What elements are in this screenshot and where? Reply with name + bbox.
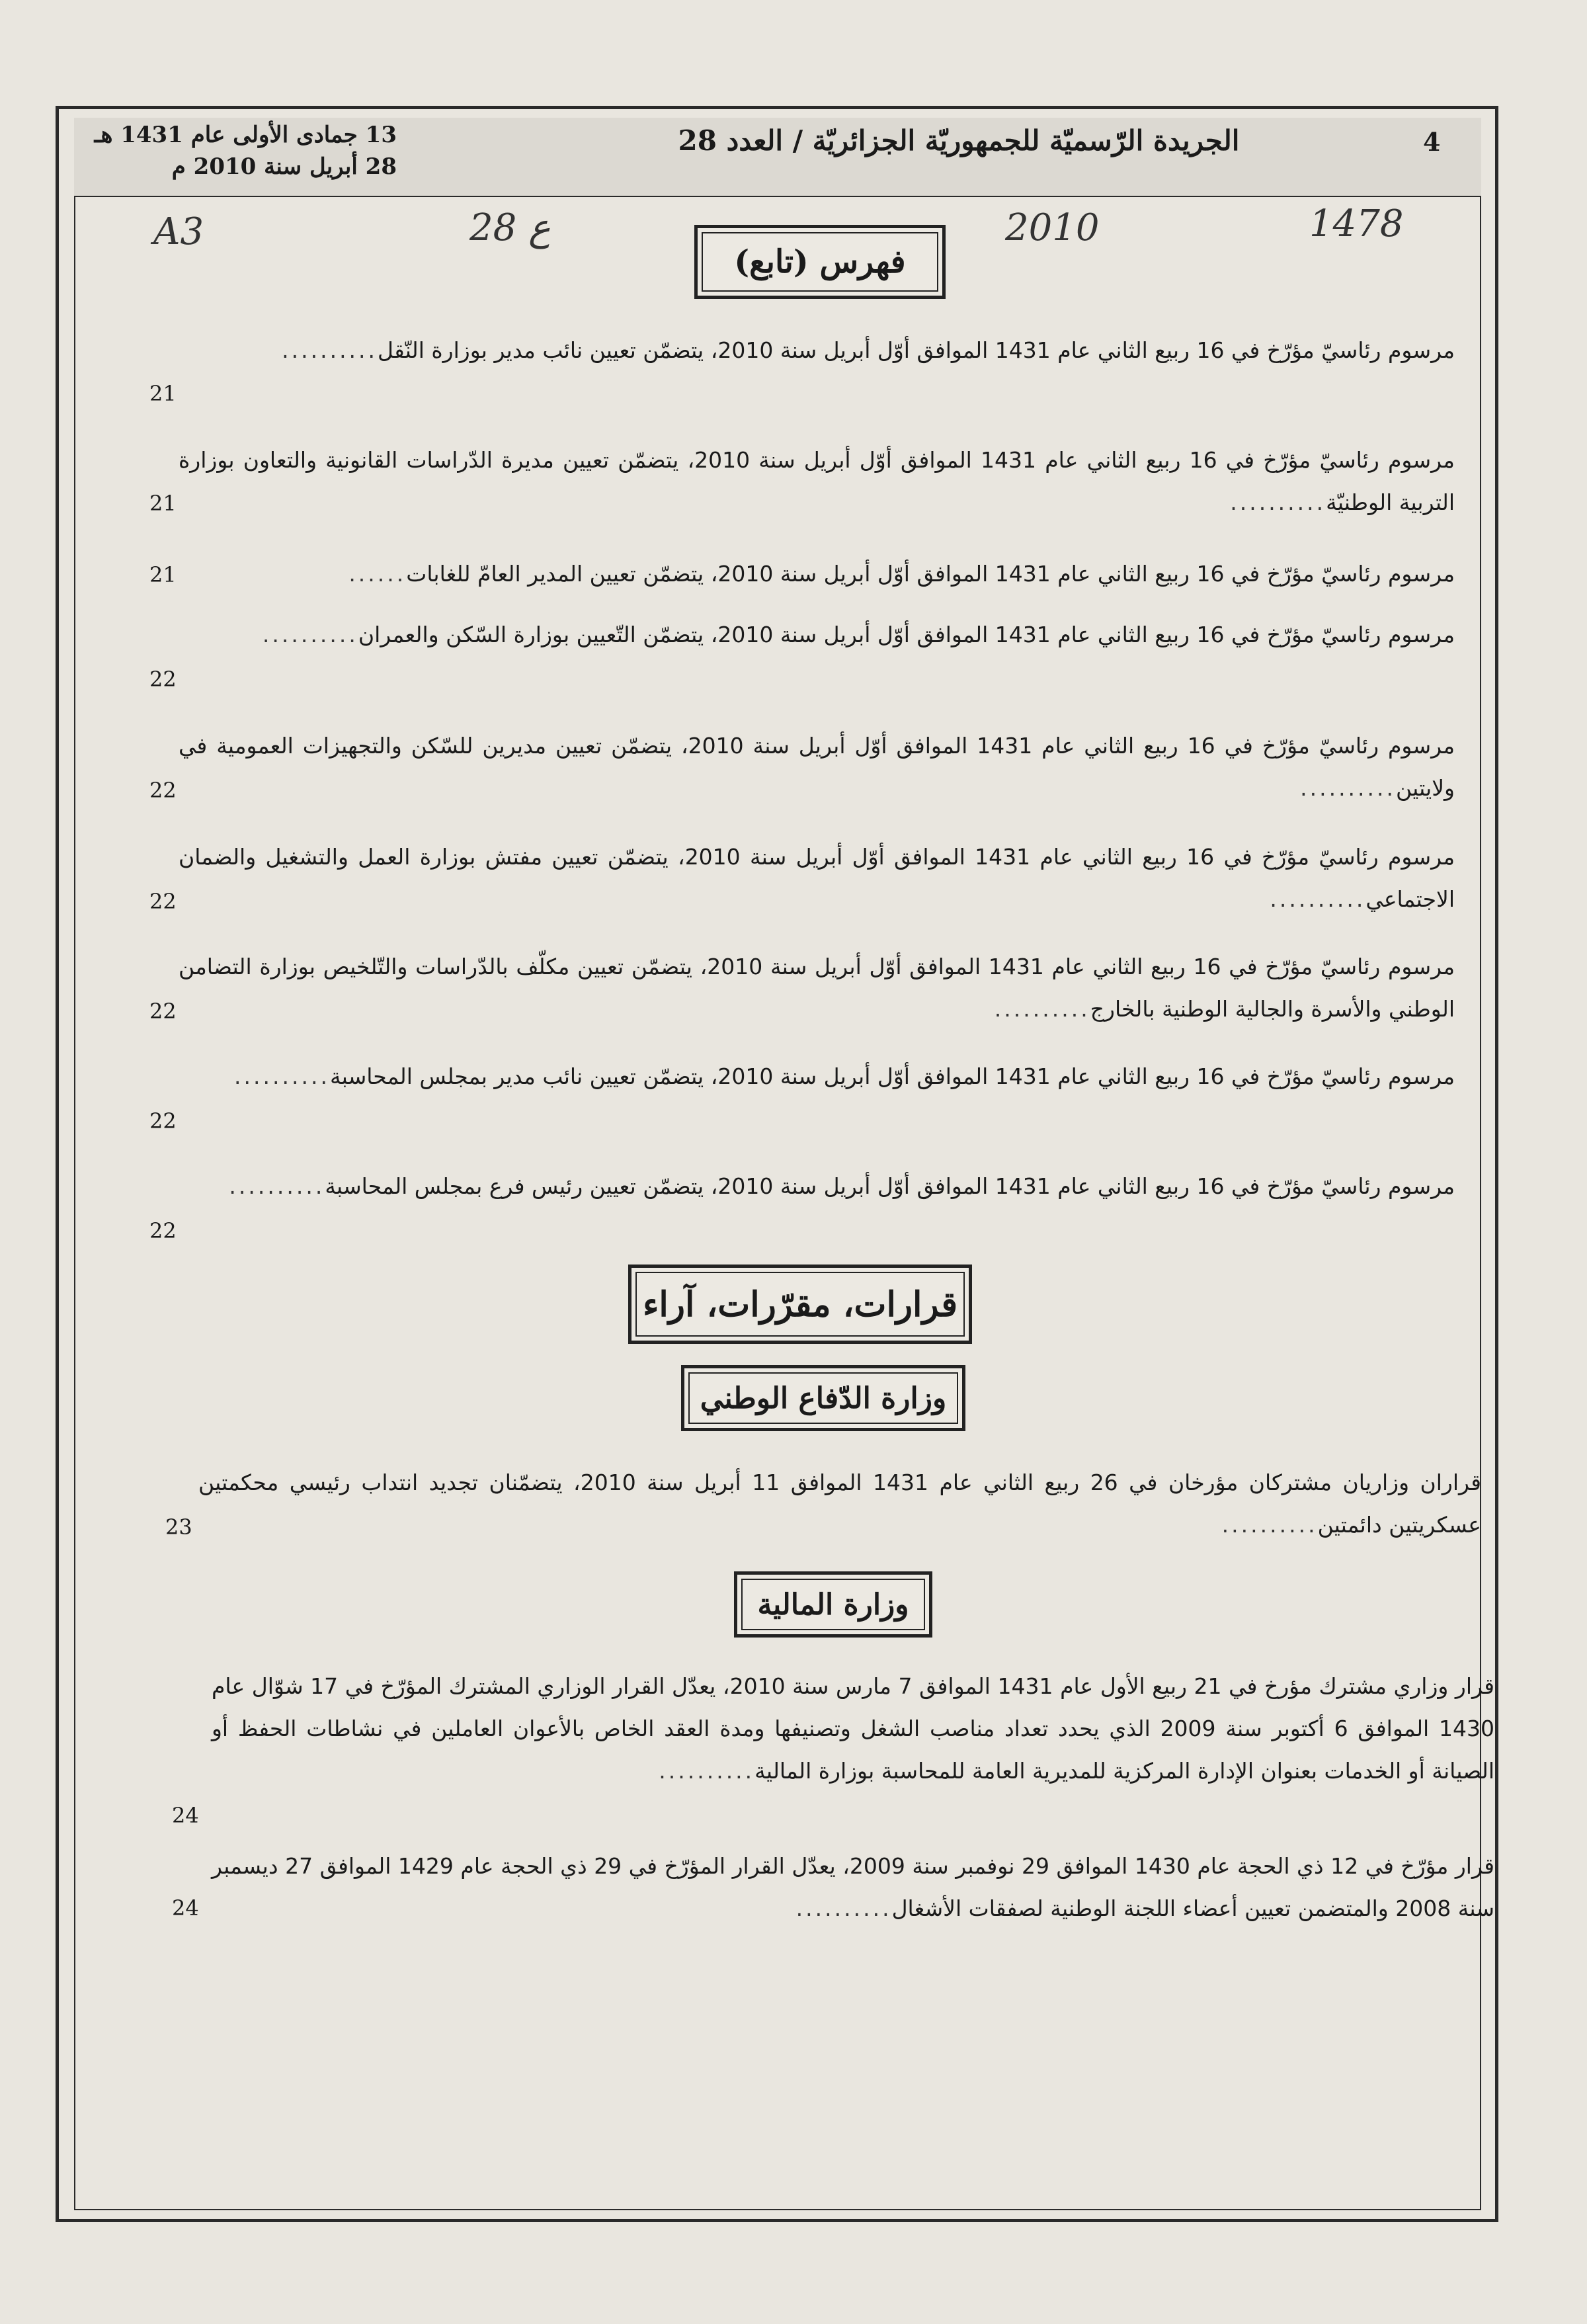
entry-page: 22 (149, 889, 177, 914)
gregorian-date: 28 أبريل سنة 2010 م (171, 153, 397, 180)
defense-entry (198, 1462, 1481, 1546)
handwritten-note-c: 2010 (1005, 206, 1100, 249)
handwritten-note-b: 28 ع (469, 206, 551, 249)
index-entry (179, 1165, 1455, 1208)
entry-page: 24 (172, 1803, 199, 1828)
index-entry (179, 725, 1455, 809)
entry-page: 22 (149, 778, 177, 803)
issue-date (86, 119, 397, 183)
leader-dots: .......... (234, 1063, 330, 1089)
leader-dots: .......... (795, 1895, 892, 1921)
entry-text: مرسوم رئاسيّ مؤرّخ في 16 ربيع الثاني عام 1431 الموافق أوّل أبريل سنة 2010، يتضمّن تعيين رئيس فرع بمجلس المحاسبة (325, 1173, 1455, 1199)
entry-text: مرسوم رئاسيّ مؤرّخ في 16 ربيع الثاني عام 1431 الموافق أوّل أبريل سنة 2010، يتضمّن تعيين مديرة الدّراسات القانونية والتعاون بوزارة التربية الوطنيّة (179, 447, 1455, 515)
entry-page: 21 (149, 381, 177, 406)
entry-text: قرار وزاري مشترك مؤرخ في 21 ربيع الأول عام 1431 الموافق 7 مارس سنة 2010، يعدّل القرار الوزاري المشترك المؤرّخ في 17 شوّال عام 1430 الموافق 6 أكتوبر سنة 2009 الذي يحدد تعداد مناصب الشغل وتصنيفها ومدة العقد الخاص بالأعوان العاملين في نشاطات الحفظ أو الصيانة أو الخدمات بعنوان الإدارة المركزية للمديرية العامة للمحاسبة بوزارة المالية (212, 1673, 1494, 1784)
finance-entry (212, 1665, 1494, 1792)
handwritten-note-d: 1478 (1309, 202, 1404, 245)
index-entry (179, 1056, 1455, 1098)
hijri-date: 13 جمادى الأولى عام 1431 هـ (94, 122, 397, 148)
decisions-section-title: قرارات، مقرّرات، آراء (628, 1265, 972, 1344)
index-entry (179, 553, 1455, 595)
journal-title: الجريدة الرّسميّة للجمهوريّة الجزائريّة / العدد 28 (678, 124, 1240, 157)
handwritten-note-a: A3 (153, 210, 204, 253)
entry-text: مرسوم رئاسيّ مؤرّخ في 16 ربيع الثاني عام 1431 الموافق أوّل أبريل سنة 2010، يتضمّن تعيين مكلّف بالدّراسات والتّلخيص بوزارة التضامن الوطني والأسرة والجالية الوطنية بالخارج (179, 954, 1455, 1022)
entry-page: 23 (165, 1515, 192, 1540)
leader-dots: .......... (1270, 886, 1366, 912)
leader-dots: .......... (994, 996, 1090, 1022)
leader-dots: .......... (1300, 775, 1397, 801)
entry-text: مرسوم رئاسيّ مؤرّخ في 16 ربيع الثاني عام 1431 الموافق أوّل أبريل سنة 2010، يتضمّن تعيين المدير العامّ للغابات (406, 561, 1455, 587)
leader-dots: .......... (659, 1758, 755, 1784)
entry-page: 21 (149, 491, 177, 516)
entry-page: 22 (149, 1108, 177, 1134)
page-number: 4 (1423, 127, 1441, 157)
index-entry (179, 329, 1455, 372)
entry-text: مرسوم رئاسيّ مؤرّخ في 16 ربيع الثاني عام 1431 الموافق أوّل أبريل سنة 2010، يتضمّن تعيين نائب مدير بمجلس المحاسبة (329, 1063, 1455, 1089)
ministry-defense-title: وزارة الدّفاع الوطني (681, 1365, 965, 1431)
leader-dots: ...... (348, 561, 407, 587)
finance-entry (212, 1845, 1494, 1930)
entry-page: 24 (172, 1895, 199, 1921)
entry-text: قراران وزاريان مشتركان مؤرخان في 26 ربيع الثاني عام 1431 الموافق 11 أبريل سنة 2010، يتضمّنان تجديد انتداب رئيسي محكمتين عسكريتين دائمتين (198, 1470, 1481, 1538)
leader-dots: .......... (1221, 1512, 1318, 1538)
entry-text: مرسوم رئاسيّ مؤرّخ في 16 ربيع الثاني عام 1431 الموافق أوّل أبريل سنة 2010، يتضمّن التّعيين بوزارة السّكن والعمران (358, 622, 1455, 647)
entry-text: قرار مؤرّخ في 12 ذي الحجة عام 1430 الموافق 29 نوفمبر سنة 2009، يعدّل القرار المؤرّخ في 29 ذي الحجة عام 1429 الموافق 27 ديسمبر سنة 2008 والمتضمن تعيين أعضاء اللجنة الوطنية لصفقات الأشغال (212, 1853, 1494, 1921)
entry-page: 21 (149, 562, 177, 587)
entry-text: مرسوم رئاسيّ مؤرّخ في 16 ربيع الثاني عام 1431 الموافق أوّل أبريل سنة 2010، يتضمّن تعيين نائب مدير بوزارة النّقل (378, 337, 1455, 363)
entry-text: مرسوم رئاسيّ مؤرّخ في 16 ربيع الثاني عام 1431 الموافق أوّل أبريل سنة 2010، يتضمّن تعيين مديرين للسّكن والتجهيزات العمومية في ولايتين (179, 733, 1455, 801)
entry-page: 22 (149, 667, 177, 692)
leader-dots: .......... (262, 622, 358, 647)
index-entry (179, 946, 1455, 1030)
ministry-finance-title: وزارة المالية (734, 1571, 932, 1638)
index-continued-title: فهرس (تابع) (694, 225, 946, 299)
entry-text: مرسوم رئاسيّ مؤرّخ في 16 ربيع الثاني عام 1431 الموافق أوّل أبريل سنة 2010، يتضمّن تعيين مفتش بوزارة العمل والتشغيل والضمان الاجتماعي (179, 844, 1455, 912)
index-entry (179, 439, 1455, 524)
index-entry (179, 836, 1455, 921)
leader-dots: .......... (282, 337, 378, 363)
entry-page: 22 (149, 999, 177, 1024)
index-entry (179, 614, 1455, 656)
entry-page: 22 (149, 1218, 177, 1243)
leader-dots: .......... (1230, 489, 1326, 515)
leader-dots: .......... (229, 1173, 325, 1199)
